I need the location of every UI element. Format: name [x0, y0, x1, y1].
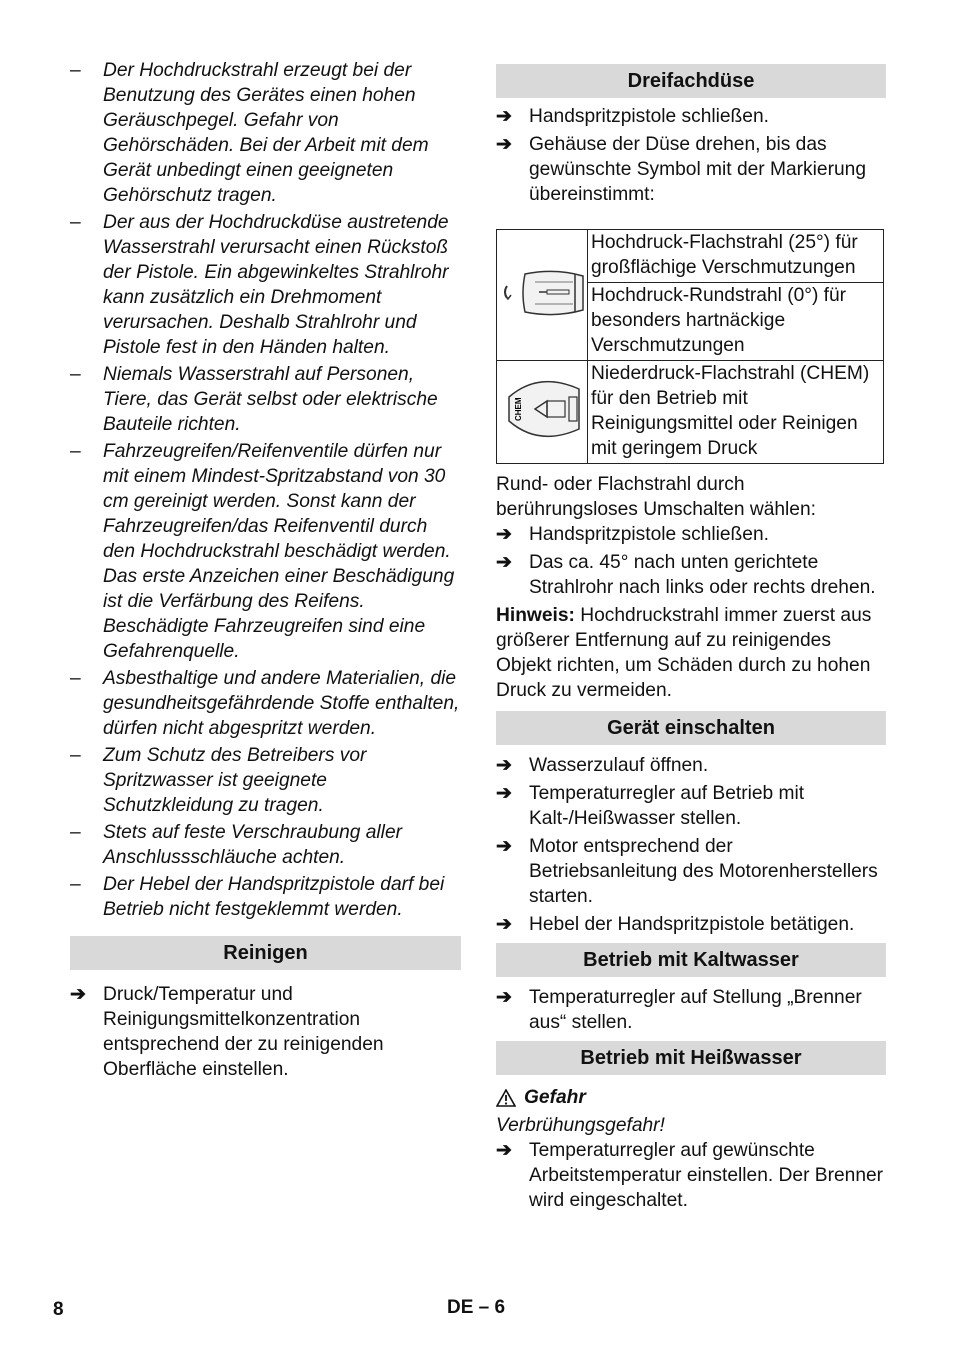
arrow-icon: ➔ [496, 755, 513, 776]
nozzle-highpressure-icon [499, 260, 585, 324]
arrow-icon: ➔ [496, 914, 513, 935]
section-heading-geraet-einschalten: Gerät einschalten [496, 711, 886, 745]
list-item-text: Stets auf feste Verschraubung aller Anschlussschläuche achten. [103, 822, 402, 868]
list-item [496, 550, 886, 600]
list-item-text: Gehäuse der Düse drehen, bis das gewünschte Symbol mit der Markierung übereinstimmt: [529, 134, 866, 205]
list-item [70, 820, 461, 870]
gefahr-label: Gefahr [524, 1087, 586, 1108]
arrow-icon: ➔ [496, 106, 513, 127]
list-item [496, 985, 886, 1035]
list-item [496, 104, 886, 129]
warning-icon [496, 1089, 516, 1107]
list-item [70, 872, 461, 922]
einschalten-list [496, 753, 886, 937]
gefahr-title [496, 1085, 886, 1110]
hinweis-label: Hinweis: [496, 605, 575, 626]
dash-bullet: – [70, 212, 81, 233]
list-item-text: Temperaturregler auf Betrieb mit Kalt-/Heißwasser stellen. [529, 783, 805, 829]
list-item [70, 362, 461, 437]
nozzle-image-chem [497, 361, 588, 464]
arrow-icon: ➔ [496, 1140, 513, 1161]
hinweis-paragraph [496, 603, 886, 703]
list-item-text: Handspritzpistole schließen. [529, 106, 769, 127]
list-item-text: Das ca. 45° nach unten gerichtete Strahlrohr nach links oder rechts drehen. [529, 552, 876, 598]
nozzle-row-round-high: Hochdruck-Rundstrahl (0°) für besonders hartnäckige Verschmutzungen [588, 283, 884, 361]
arrow-icon: ➔ [496, 836, 513, 857]
section-heading-reinigen: Reinigen [70, 936, 461, 970]
list-item-text: Handspritzpistole schließen. [529, 524, 769, 545]
list-item-text: Druck/Temperatur und Reinigungsmittelkonzentration entsprechend der zu reinigenden Oberfläche einstellen. [103, 984, 384, 1080]
arrow-icon: ➔ [496, 987, 513, 1008]
arrow-icon: ➔ [496, 783, 513, 804]
list-item-text: Niemals Wasserstrahl auf Personen, Tiere, das Gerät selbst oder elektrische Bauteile richten. [103, 364, 438, 435]
verbruehung-text: Verbrühungsgefahr! [496, 1115, 665, 1136]
nozzle-row-flat-high: Hochdruck-Flachstrahl (25°) für großflächige Verschmutzungen [588, 230, 884, 283]
list-item-text: Zum Schutz des Betreibers vor Spritzwasser ist geeignete Schutzkleidung zu tragen. [103, 745, 367, 816]
list-item-text: Der Hochdruckstrahl erzeugt bei der Benutzung des Gerätes einen hohen Geräuschpegel. Gefahr von Gehörschäden. Bei der Arbeit mit dem Gerät unbedingt einen geeigneten Gehörschutz tragen. [103, 60, 429, 206]
heiss-list [496, 1138, 886, 1213]
chem-label: CHEM [514, 396, 523, 421]
left-column [70, 58, 461, 1085]
list-item-text: Der Hebel der Handspritzpistole darf bei Betrieb nicht festgeklemmt werden. [103, 874, 445, 920]
list-item-text: Der aus der Hochdruckdüse austretende Wasserstrahl verursacht einen Rückstoß der Pistole. Ein abgewinkeltes Strahlrohr kann zusätzlich ein Drehmoment verursachen. Deshalb Strahlrohr und Pistole fest in den Händen halten. [103, 212, 449, 358]
list-item-text: Temperaturregler auf gewünschte Arbeitstemperatur einstellen. Der Brenner wird eingeschaltet. [529, 1140, 884, 1211]
arrow-icon: ➔ [496, 134, 513, 155]
dash-bullet: – [70, 668, 81, 689]
rund-text: Rund- oder Flachstrahl durch berührungsloses Umschalten wählen: [496, 474, 816, 520]
list-item [496, 1138, 886, 1213]
list-item [70, 58, 461, 208]
list-item [496, 753, 886, 778]
dash-bullet: – [70, 874, 81, 895]
arrow-icon: ➔ [70, 984, 87, 1005]
list-item [496, 522, 886, 547]
nozzle-row-chem: Niederdruck-Flachstrahl (CHEM) für den Betrieb mit Reinigungsmittel oder Reinigen mit geringem Druck [588, 361, 884, 464]
reinigen-list [70, 982, 461, 1082]
list-item-text: Wasserzulauf öffnen. [529, 755, 709, 776]
arrow-icon: ➔ [496, 552, 513, 573]
list-item [496, 132, 886, 207]
right-column [496, 64, 886, 1216]
nozzle-chem-icon [499, 367, 585, 451]
section-heading-kaltwasser: Betrieb mit Kaltwasser [496, 943, 886, 977]
list-item [496, 834, 886, 909]
nozzle-table [496, 229, 884, 464]
kalt-list [496, 985, 886, 1035]
list-item-text: Motor entsprechend der Betriebsanleitung des Motorenherstellers starten. [529, 836, 878, 907]
list-item-text: Fahrzeugreifen/Reifenventile dürfen nur mit einem Mindest-Spritzabstand von 30 cm gereinigt werden. Sonst kann der Fahrzeugreifen/das Reifenventil durch den Hochdruckstrahl beschädigt werden. Das erste Anzeichen einer Beschädigung ist die Verfärbung des Reifens. Beschädigte Fahrzeugreifen sind eine Gefahrenquelle. [103, 441, 455, 662]
list-item [70, 666, 461, 741]
dreifach-list [496, 104, 886, 207]
dash-bullet: – [70, 441, 81, 462]
list-item-text: Temperaturregler auf Stellung „Brenner aus“ stellen. [529, 987, 862, 1033]
arrow-icon: ➔ [496, 524, 513, 545]
nozzle-image-highpressure [497, 230, 588, 361]
dash-bullet: – [70, 822, 81, 843]
dash-bullet: – [70, 364, 81, 385]
section-heading-dreifachduese: Dreifachdüse [496, 64, 886, 98]
dash-bullet: – [70, 745, 81, 766]
list-item-text: Hebel der Handspritzpistole betätigen. [529, 914, 855, 935]
list-item [70, 743, 461, 818]
list-item [70, 439, 461, 664]
list-item [70, 982, 461, 1082]
dash-bullet: – [70, 60, 81, 81]
page-number: 8 [53, 1299, 64, 1320]
safety-list [70, 58, 461, 922]
section-heading-heisswasser: Betrieb mit Heißwasser [496, 1041, 886, 1075]
list-item [496, 781, 886, 831]
lang-page-label: DE – 6 [447, 1297, 506, 1318]
hinweis-text: Hochdruckstrahl immer zuerst aus größerer Entfernung auf zu reinigendes Objekt richten, um Schäden durch zu hohen Druck zu vermeiden. [496, 605, 872, 701]
rund-list [496, 522, 886, 600]
list-item-text: Asbesthaltige und andere Materialien, die gesundheitsgefährdende Stoffe enthalten, dürfen nicht abgespritzt werden. [103, 668, 460, 739]
list-item [496, 912, 886, 937]
list-item [70, 210, 461, 360]
